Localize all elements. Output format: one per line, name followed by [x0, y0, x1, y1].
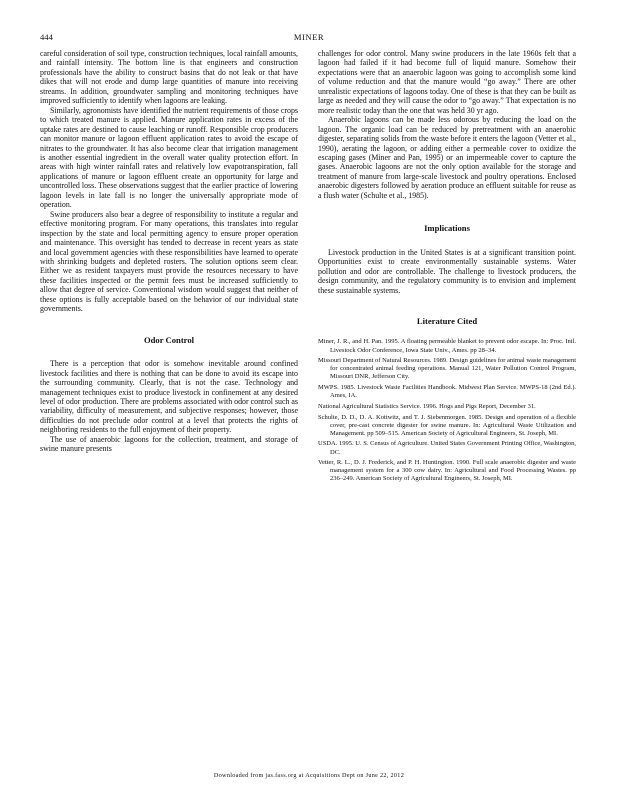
reference-item: USDA. 1995. U. S. Census of Agriculture. United States Government Printing Office, Washington, DC.: [318, 440, 576, 456]
paragraph: The use of anaerobic lagoons for the collection, treatment, and storage of swine manure presents: [40, 434, 298, 454]
paragraph: There is a perception that odor is somehow inevitable around confined livestock facilities and there is nothing that can be done to avoid its escape into the surrounding community. Clearly, that is not the case. Technology and management techniques exist to produce livestock in confinement at any desired level of odor production. There are problems associated with odor control such as variability, difficulty of measurement, and subjective responses; however, those difficulties do not preclude odor control at a level that protects the rights of neighboring residents to the full enjoyment of their property.: [40, 359, 298, 435]
reference-item: Schulte, D. D., D. A. Kottwitz, and T. J. Siebenmorgen. 1985. Design and operation of a flexible cover, pre-cast concrete digester for swine manure. In: Agricultural Waste Utilization and Management. pp 509–515. American Society of Agricultural Engineers, St. Joseph, MI.: [318, 413, 576, 437]
paragraph: Similarly, agronomists have identified the nutrient requirements of those crops to which treated manure is applied. Manure application rates in excess of the uptake rates are destined to cause leaching or runoff. Responsible crop producers can monitor manure or lagoon effluent application rates to avoid the escape of nitrates to the groundwater. It has also become clear that irrigation management is another essential ingredient in the overall water quality protection effort. In areas with high winter rainfall rates and relatively low evapotranspiration, fall applications of manure or lagoon effluent create an opportunity for large and uncontrolled loss. These observations suggest that the earlier practice of lowering lagoon levels in late fall is no longer the universally appropriate mode of operation.: [40, 105, 298, 210]
left-column: [40, 49, 298, 454]
reference-item: National Agricultural Statistics Service. 1996. Hogs and Pigs Report, December 31.: [318, 402, 536, 410]
section-heading-literature-cited: Literature Cited: [416, 315, 478, 326]
download-footer: [0, 772, 618, 779]
reference-item: Missouri Department of Natural Resources. 1989. Design guidelines for animal waste management for concentrated animal feeding operations. Manual 121, Water Pollution Control Program, Missouri DNR, Jefferson City.: [318, 357, 576, 381]
footer-suffix: at Acquisitions Dept on June 22, 2012: [298, 772, 405, 779]
paragraph: challenges for odor control. Many swine producers in the late 1960s felt that a lagoon had failed if it had become full of liquid manure. Somehow their expectations were that an anaerobic lagoon was going to accomplish some kind of volume reduction and that the manure would “go away.” There are other unrealistic expectations of lagoons today. One of these is that they can be built as large as needed and they will cause the odor to “go away.” That expectation is no more realistic today than the one that was held 30 yr ago.: [318, 49, 576, 115]
right-column: [318, 49, 576, 486]
paragraph: Swine producers also bear a degree of responsibility to institute a regular and effective monitoring program. For many operations, this translates into regular inspection by the state and local permitting agency to ensure proper operation and maintenance. This oversight has tended to decrease in recent years as state and local government agencies with these responsibilities have learned to operate with shrinking budgets and depleted rosters. The solution options seem clear. Either we as resident taxpayers must provide the resources necessary to have these facilities inspected or the permit fees must be increased sufficiently to allow that degree of service. Conventional wisdom would suggest that neither of these options is fully acceptable based on the behavior of our individual state governments.: [40, 209, 298, 314]
footer-prefix: Downloaded from: [213, 772, 264, 779]
reference-item: Vetter, R. L., D. J. Frederick, and P. H. Huntington. 1990. Full scale anaerobic digester and waste management system for a 300 cow dairy. In: Agricultural and Food Processing Wastes. pp 236–249. American Society of Agricultural Engineers, St. Joseph, MI.: [318, 459, 576, 483]
running-header: [40, 32, 578, 44]
paragraph: careful consideration of soil type, construction techniques, local rainfall amounts, and rainfall intensity. The bottom line is that engineers and construction professionals have the ability to construct basins that do not leak or that have dikes that will not erode and dump large quantities of manure into receiving streams. In addition, groundwater sampling and monitoring techniques have improved sufficiently to identify when lagoons are leaking.: [40, 49, 298, 106]
paragraph: Anaerobic lagoons can be made less odorous by reducing the load on the lagoon. The organic load can be reduced by pretreatment with an anaerobic digester, separating solids from the waste before it enters the lagoon (Vetter et al., 1990), aerating the lagoon, or adding either a permeable cover to oxidize the escaping gases (Miner and Pan, 1995) or an impermeable cover to capture the gases. Anaerobic lagoons are not the only option available for the storage and treatment of manure from large-scale livestock and poultry operations. Enclosed anaerobic digesters followed by aeration produce an effluent suitable for reuse as a flush water (Schulte et al., 1985).: [318, 115, 576, 200]
footer-link[interactable]: jas.fass.org: [265, 772, 297, 779]
page-number: 444: [40, 32, 53, 42]
running-title: MINER: [293, 32, 325, 42]
section-heading-odor-control: Odor Control: [143, 334, 195, 345]
reference-item: MWPS. 1985. Livestock Waste Facilities Handbook. Midwest Plan Service. MWPS-18 (2nd Ed.). Ames, IA.: [318, 384, 576, 400]
section-heading-implications: Implications: [424, 223, 470, 234]
reference-list: [318, 338, 576, 483]
paragraph: Livestock production in the United States is at a significant transition point. Opportunities exist to create environmentally sustainable systems. Water pollution and odor are controllable. The challenge to livestock producers, the design community, and the regulatory community is to envision and implement these sustainable systems.: [318, 247, 576, 295]
reference-item: Miner, J. R., and H. Pan. 1995. A floating permeable blanket to prevent odor escape. In: Proc. Intl. Livestock Odor Conference, Iowa State Univ., Ames. pp 28–34.: [318, 338, 576, 354]
